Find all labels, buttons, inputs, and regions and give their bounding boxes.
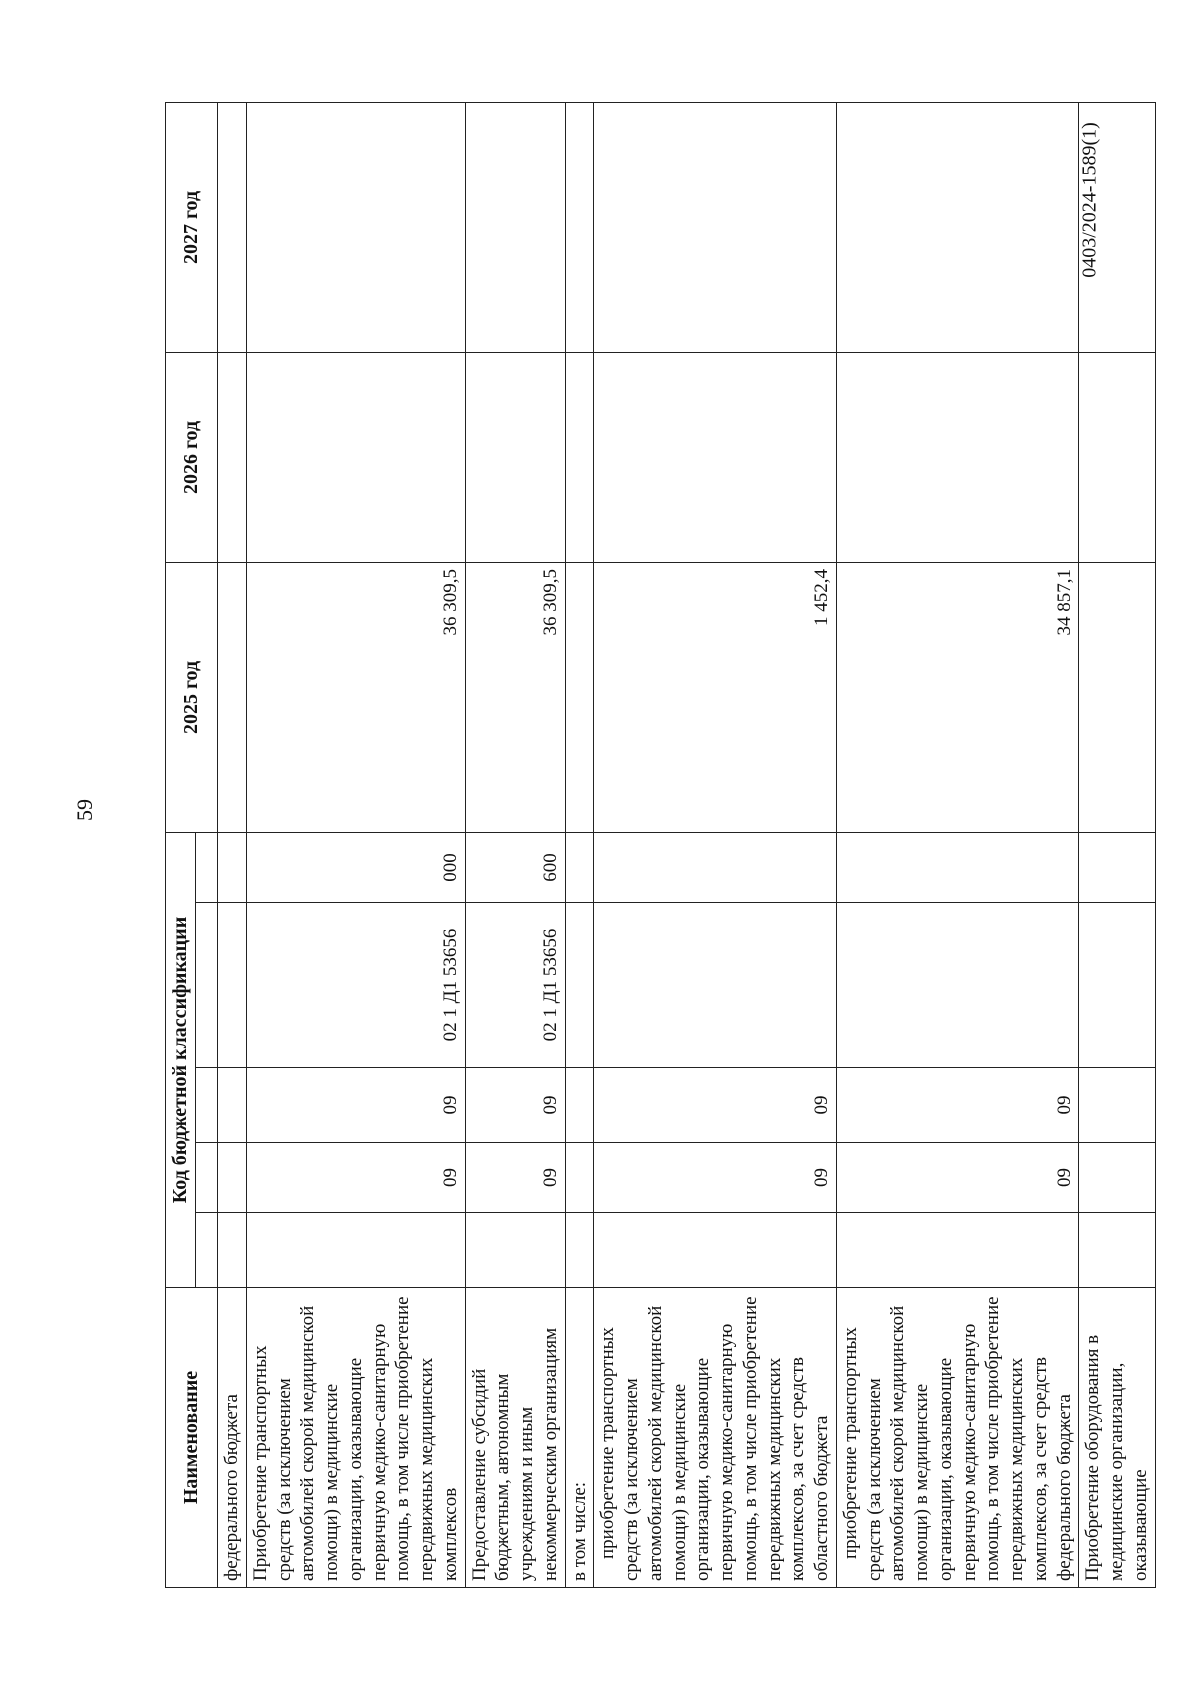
table-row [594,102,837,1587]
value-2027 [594,102,837,352]
value-2025 [565,562,594,832]
code-cell: 000 [246,832,465,902]
document-code: 0403/2024-1589(1) [1078,122,1101,278]
code-cell [594,832,837,902]
code-cell [1079,903,1155,1068]
code-cell [836,832,1079,902]
code-cell [218,903,247,1068]
code-cell [565,832,594,902]
code-cell: 02 1 Д1 53656 [246,903,465,1068]
value-2025 [1079,562,1155,832]
code-cell: 600 [465,832,565,902]
table-row [218,102,247,1587]
code-subcell [196,1068,218,1143]
code-cell: 02 1 Д1 53656 [465,903,565,1068]
value-2027 [465,102,565,352]
header-row [166,102,196,1587]
header-name: Наименование [166,1288,218,1588]
row-name: Приобретение оборудования в медицинские организации, оказывающие [1079,1288,1155,1588]
value-2025: 1 452,4 [594,562,837,832]
code-cell [594,1213,837,1288]
value-2026 [594,352,837,562]
budget-table [165,102,1156,1588]
code-subcell [196,1213,218,1288]
code-cell: 09 [246,1068,465,1143]
code-cell: 09 [246,1143,465,1213]
value-2025: 36 309,5 [246,562,465,832]
code-cell [1079,1213,1155,1288]
value-2027 [218,102,247,352]
value-2027 [565,102,594,352]
value-2027 [1079,102,1155,352]
row-name: Предоставление субсидий бюджетным, автономным учреждениям и иным некоммерческим организациям [465,1288,565,1588]
code-cell [836,903,1079,1068]
row-name: Приобретение транспортных средств (за исключением автомобилей скорой медицинской помощи) в медицинские организации, оказывающие первичную медико-санитарную помощь, в том числе приобретение передвижных медицинских комплексов [246,1288,465,1588]
code-cell [465,1213,565,1288]
value-2025 [218,562,247,832]
row-name: в том числе: [565,1288,594,1588]
code-cell: 09 [465,1143,565,1213]
row-name: федерального бюджета [218,1288,247,1588]
header-2027: 2027 год [166,102,218,352]
value-2026 [1079,352,1155,562]
code-cell: 09 [594,1143,837,1213]
table-row [836,102,1079,1587]
value-2027 [836,102,1079,352]
code-cell [218,1213,247,1288]
row-name: приобретение транспортных средств (за исключением автомобилей скорой медицинской помощи) в медицинские организации, оказывающие первичную медико-санитарную помощь, в том числе приобретение передвижных медицинских комплексов, за счет средств областного бюджета [594,1288,837,1588]
code-cell [594,903,837,1068]
code-cell [218,1143,247,1213]
code-subcell [196,1143,218,1213]
value-2026 [246,352,465,562]
header-2025: 2025 год [166,562,218,832]
table-row [246,102,465,1587]
code-cell [218,832,247,902]
header-2026: 2026 год [166,352,218,562]
code-subcell [196,832,218,902]
table-row [465,102,565,1587]
value-2026 [565,352,594,562]
code-cell: 09 [465,1068,565,1143]
header-code: Код бюджетной классификации [166,832,196,1287]
code-cell [565,1068,594,1143]
code-cell [246,1213,465,1288]
value-2026 [218,352,247,562]
value-2025: 36 309,5 [465,562,565,832]
code-cell [565,1213,594,1288]
code-subcell [196,903,218,1068]
code-cell [565,1143,594,1213]
value-2027 [246,102,465,352]
code-cell [1079,1143,1155,1213]
code-cell: 09 [594,1068,837,1143]
code-cell: 09 [836,1143,1079,1213]
code-cell: 09 [836,1068,1079,1143]
value-2026 [465,352,565,562]
code-cell [1079,1068,1155,1143]
table-row [1079,102,1155,1587]
code-cell [836,1213,1079,1288]
table-row [565,102,594,1587]
value-2025: 34 857,1 [836,562,1079,832]
value-2026 [836,352,1079,562]
row-name: приобретение транспортных средств (за исключением автомобилей скорой медицинской помощи) в медицинские организации, оказывающие первичную медико-санитарную помощь, в том числе приобретение передвижных медицинских комплексов, за счет средств федерального бюджета [836,1288,1079,1588]
code-cell [218,1068,247,1143]
code-cell [565,903,594,1068]
page-number: 59 [72,799,97,821]
code-cell [1079,832,1155,902]
